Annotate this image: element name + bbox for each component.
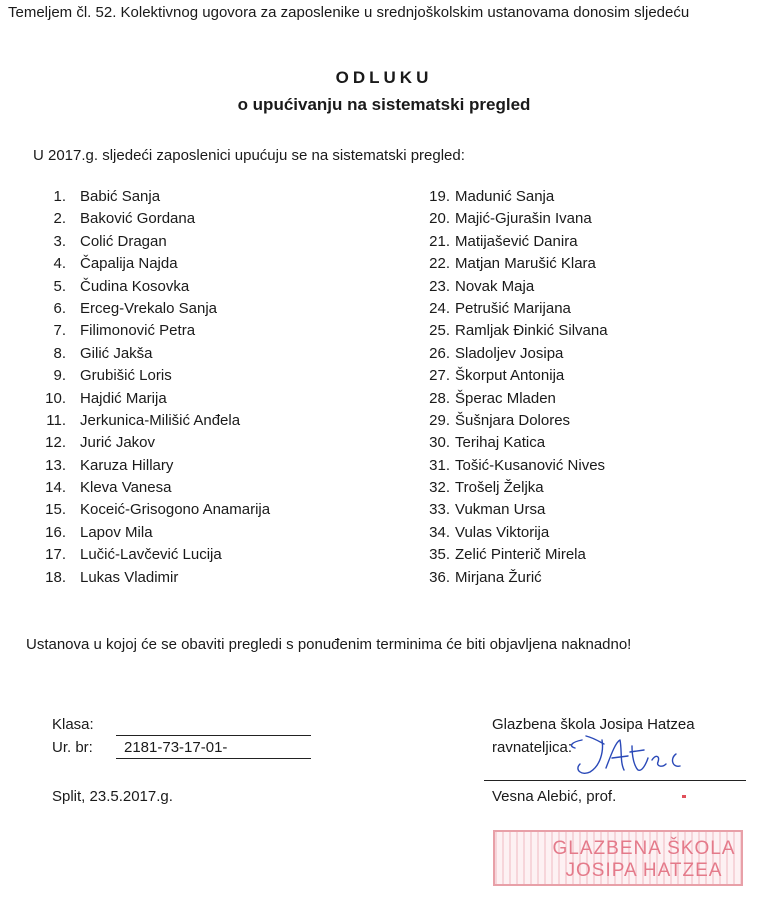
employee-item (40, 567, 270, 589)
urbr-label: Ur. br: (52, 739, 93, 756)
employee-number: 33. (429, 501, 450, 519)
employee-number: 16. (45, 523, 66, 541)
employee-name: Grubišić Loris (80, 367, 172, 385)
employee-item (40, 298, 270, 320)
employee-item (420, 544, 608, 566)
employee-number: 19. (429, 188, 450, 205)
employee-number: 32. (429, 479, 450, 497)
employee-number: 9. (53, 367, 66, 385)
employee-number: 24. (429, 299, 450, 317)
employee-number: 18. (45, 568, 66, 586)
red-mark (682, 795, 686, 798)
employee-number: 25. (429, 322, 450, 340)
employee-name: Majić-Gjurašin Ivana (455, 210, 592, 228)
employee-item (40, 477, 270, 499)
employee-item (420, 522, 608, 544)
stamp-line-2: JOSIPA HATZEA (565, 860, 723, 881)
signature-line (484, 780, 746, 781)
employee-number: 17. (45, 546, 66, 564)
intro-text: Temeljem čl. 52. Kolektivnog ugovora za zaposlenike u srednjoškolskim ustanovama donosim sljedeću (8, 4, 690, 21)
employee-number: 29. (429, 411, 450, 429)
employee-name: Gilić Jakša (80, 344, 153, 362)
employee-name: Baković Gordana (80, 210, 196, 228)
employee-item (420, 320, 608, 342)
employee-number: 27. (429, 367, 450, 385)
employee-item (40, 365, 270, 387)
employee-name: Matijašević Danira (455, 232, 578, 250)
employee-item (420, 410, 608, 432)
employee-number: 15. (45, 501, 66, 519)
employee-number: 5. (53, 277, 66, 295)
school-stamp (493, 830, 743, 886)
employee-name: Madunić Sanja (455, 188, 555, 205)
employee-name: Vukman Ursa (455, 501, 546, 519)
stamp-text (549, 838, 739, 882)
employee-item (40, 544, 270, 566)
employee-name: Tošić-Kusanović Nives (455, 456, 606, 474)
employee-item (40, 231, 270, 253)
employee-number: 28. (429, 389, 450, 407)
employee-number: 11. (46, 411, 66, 429)
employee-name: Petrušić Marijana (455, 299, 571, 317)
employee-item (420, 388, 608, 410)
employee-number: 26. (429, 344, 450, 362)
employee-name: Jurić Jakov (80, 434, 156, 452)
employee-item (40, 208, 270, 230)
employee-number: 14. (45, 479, 66, 497)
employee-name: Trošelj Željka (455, 479, 544, 497)
klasa-label: Klasa: (52, 716, 94, 733)
notice-text: Ustanova u kojoj će se obaviti pregledi s ponuđenim terminima će biti objavljena naknadno! (26, 636, 632, 653)
employee-item (40, 432, 270, 454)
employee-name: Vulas Viktorija (455, 523, 550, 541)
employee-name: Novak Maja (455, 277, 535, 295)
employee-item (40, 343, 270, 365)
employee-number: 22. (429, 255, 450, 273)
employee-number: 8. (53, 344, 66, 362)
employee-item (40, 455, 270, 477)
employee-item (40, 499, 270, 521)
employee-item (420, 365, 608, 387)
employee-number: 4. (53, 255, 66, 273)
employee-item (420, 186, 608, 208)
klasa-line (116, 735, 311, 736)
employee-name: Colić Dragan (80, 232, 167, 250)
employee-number: 3. (53, 232, 66, 250)
employee-number: 21. (429, 232, 450, 250)
signatory-name: Vesna Alebić, prof. (492, 788, 617, 805)
employee-name: Matjan Marušić Klara (455, 255, 596, 273)
employee-name: Lapov Mila (80, 523, 153, 541)
employee-name: Babić Sanja (80, 188, 161, 205)
employee-name: Hajdić Marija (80, 389, 167, 407)
employee-item (40, 186, 270, 208)
employee-number: 2. (53, 210, 66, 228)
employee-name: Kleva Vanesa (80, 479, 172, 497)
employee-item (40, 410, 270, 432)
employee-item (420, 208, 608, 230)
employee-name: Erceg-Vrekalo Sanja (80, 299, 218, 317)
employee-item (420, 276, 608, 298)
school-name: Glazbena škola Josipa Hatzea (492, 716, 695, 733)
document-subtitle: o upućivanju na sistematski pregled (237, 95, 531, 114)
employee-name: Filimonović Petra (80, 322, 196, 340)
employee-name: Mirjana Žurić (455, 568, 542, 586)
employee-number: 1. (53, 188, 66, 205)
employee-number: 31. (429, 456, 450, 474)
employee-item (420, 231, 608, 253)
employee-item (420, 432, 608, 454)
urbr-line (116, 758, 311, 759)
employee-number: 23. (429, 277, 450, 295)
employee-number: 10. (45, 389, 66, 407)
employee-number: 30. (429, 434, 450, 452)
employee-item (40, 388, 270, 410)
employee-name: Lukas Vladimir (80, 568, 179, 586)
employee-name: Sladoljev Josipa (455, 344, 564, 362)
employee-item (420, 567, 608, 589)
employee-number: 35. (429, 546, 450, 564)
employee-item (420, 499, 608, 521)
employee-item (420, 298, 608, 320)
lead-text: U 2017.g. sljedeći zaposlenici upućuju se na sistematski pregled: (33, 147, 465, 164)
employee-name: Lučić-Lavčević Lucija (80, 546, 222, 564)
employee-number: 34. (429, 523, 450, 541)
document-title: ODLUKU (335, 68, 433, 87)
employee-item (420, 455, 608, 477)
place-date: Split, 23.5.2017.g. (52, 788, 173, 805)
employee-name: Zelić Pinterič Mirela (455, 546, 586, 564)
employee-item (40, 253, 270, 275)
employee-number: 12. (45, 434, 66, 452)
signature-icon (560, 734, 700, 780)
employee-name: Šperac Mladen (455, 389, 556, 407)
signatory-role: ravnateljica: (492, 739, 573, 756)
employee-item (40, 522, 270, 544)
employee-name: Škorput Antonija (455, 367, 565, 385)
employee-number: 6. (53, 299, 66, 317)
employee-name: Ramljak Đinkić Silvana (455, 322, 608, 340)
employee-list-left (40, 186, 270, 589)
employee-name: Koceić-Grisogono Anamarija (80, 501, 271, 519)
employee-number: 13. (45, 456, 66, 474)
employee-number: 36. (429, 568, 450, 586)
employee-number: 7. (53, 322, 66, 340)
employee-name: Jerkunica-Milišić Anđela (80, 411, 241, 429)
urbr-value: 2181-73-17-01- (124, 739, 228, 756)
employee-number: 20. (429, 210, 450, 228)
employee-item (40, 276, 270, 298)
employee-item (420, 253, 608, 275)
employee-name: Karuza Hillary (80, 456, 174, 474)
employee-item (420, 343, 608, 365)
employee-name: Čapalija Najda (80, 255, 178, 273)
employee-item (40, 320, 270, 342)
employee-name: Terihaj Katica (455, 434, 546, 452)
employee-list-right (420, 186, 608, 589)
stamp-line-1: GLAZBENA ŠKOLA (552, 838, 736, 859)
employee-name: Šušnjara Dolores (455, 411, 571, 429)
employee-name: Čudina Kosovka (80, 277, 190, 295)
employee-item (420, 477, 608, 499)
